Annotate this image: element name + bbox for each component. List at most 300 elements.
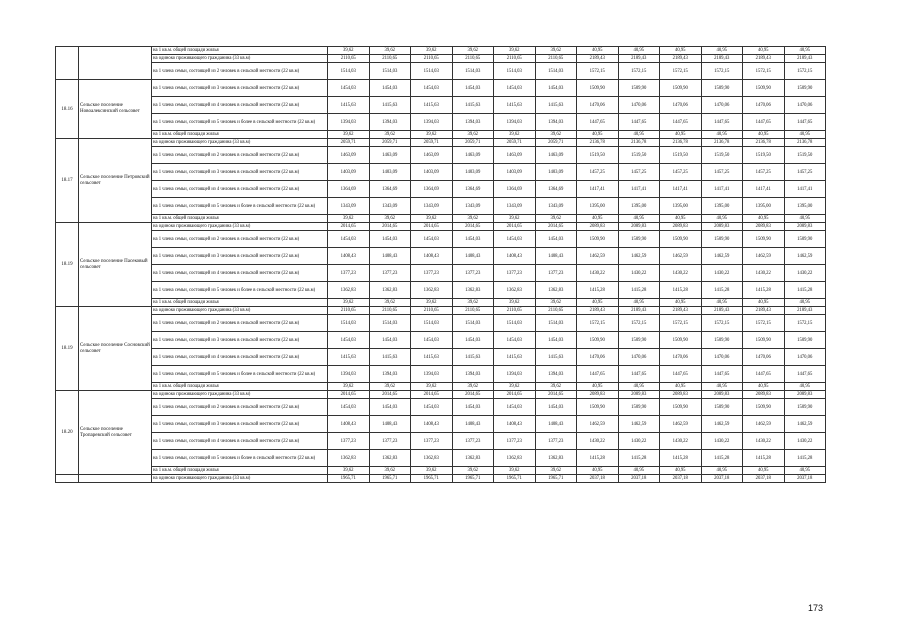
value-cell: 1470,06	[701, 349, 743, 366]
value-cell: 1415,63	[328, 97, 370, 114]
settlement-code: 18.16	[56, 80, 79, 139]
tariff-table-body	[56, 47, 826, 483]
value-cell: 1509,90	[784, 399, 826, 416]
value-cell: 1394,03	[328, 114, 370, 131]
value-cell: 1408,43	[328, 248, 370, 265]
value-cell: 1343,09	[411, 198, 453, 215]
value-cell: 2110,65	[494, 307, 536, 315]
value-cell: 2014,65	[369, 223, 411, 231]
empty-code-cell	[56, 475, 79, 483]
value-cell: 1377,23	[494, 433, 536, 450]
value-cell: 1417,41	[577, 181, 619, 198]
value-cell: 1509,90	[660, 80, 702, 97]
value-cell: 40,95	[784, 383, 826, 391]
value-cell: 2136,78	[701, 139, 743, 147]
value-cell: 1394,03	[452, 366, 494, 383]
value-cell: 39,62	[452, 47, 494, 55]
value-cell: 2136,78	[784, 139, 826, 147]
value-cell: 1509,90	[784, 80, 826, 97]
value-cell: 2059,71	[494, 139, 536, 147]
value-cell: 1362,83	[328, 450, 370, 467]
value-cell: 1403,09	[369, 164, 411, 181]
empty-code-cell	[56, 47, 79, 80]
value-cell: 39,62	[411, 131, 453, 139]
table-row	[56, 55, 826, 63]
value-cell: 1395,00	[577, 198, 619, 215]
value-cell: 1509,90	[743, 80, 785, 97]
table-row	[56, 475, 826, 483]
value-cell: 2110,65	[328, 55, 370, 63]
value-cell: 1462,59	[577, 248, 619, 265]
value-cell: 1463,09	[535, 147, 577, 164]
tariff-table	[55, 46, 826, 483]
value-cell: 1470,06	[618, 97, 660, 114]
value-cell: 1509,90	[618, 231, 660, 248]
value-cell: 39,62	[411, 467, 453, 475]
value-cell: 2037,18	[660, 475, 702, 483]
value-cell: 40,95	[743, 299, 785, 307]
value-cell: 1572,15	[743, 315, 785, 332]
row-description: на 1 члена семьи, состоящей из 3 человек в сельской местности (22 кв.м)	[152, 332, 328, 349]
row-description: на 1 члена семьи, состоящей из 4 человек в сельской местности (22 кв.м)	[152, 181, 328, 198]
value-cell: 39,62	[411, 299, 453, 307]
row-description: на 1 члена семьи, состоящей из 3 человек в сельской местности (22 кв.м)	[152, 248, 328, 265]
value-cell: 1447,65	[784, 366, 826, 383]
value-cell: 2089,83	[701, 391, 743, 399]
value-cell: 1457,25	[618, 164, 660, 181]
value-cell: 1509,90	[743, 399, 785, 416]
value-cell: 39,62	[452, 215, 494, 223]
row-description: на 1 члена семьи, состоящей из 4 человек в сельской местности (22 кв.м)	[152, 265, 328, 282]
value-cell: 1454,03	[494, 332, 536, 349]
value-cell: 1408,43	[369, 416, 411, 433]
value-cell: 2014,65	[535, 391, 577, 399]
value-cell: 1447,65	[743, 114, 785, 131]
value-cell: 1394,03	[328, 366, 370, 383]
value-cell: 2059,71	[535, 139, 577, 147]
value-cell: 2110,65	[452, 307, 494, 315]
value-cell: 2089,83	[577, 223, 619, 231]
table-row	[56, 282, 826, 299]
value-cell: 1415,28	[743, 282, 785, 299]
value-cell: 1377,23	[369, 433, 411, 450]
value-cell: 1377,23	[535, 433, 577, 450]
value-cell: 1415,28	[577, 282, 619, 299]
value-cell: 1430,22	[618, 433, 660, 450]
value-cell: 40,95	[660, 131, 702, 139]
value-cell: 1463,09	[494, 147, 536, 164]
value-cell: 40,95	[577, 299, 619, 307]
value-cell: 39,62	[452, 467, 494, 475]
value-cell: 1415,63	[411, 349, 453, 366]
value-cell: 1454,03	[452, 80, 494, 97]
table-row	[56, 47, 826, 55]
value-cell: 39,62	[328, 299, 370, 307]
value-cell: 1454,03	[452, 231, 494, 248]
value-cell: 1403,09	[494, 164, 536, 181]
value-cell: 1572,15	[743, 63, 785, 80]
value-cell: 1364,69	[328, 181, 370, 198]
value-cell: 2089,83	[618, 391, 660, 399]
value-cell: 1415,28	[660, 450, 702, 467]
value-cell: 2136,78	[743, 139, 785, 147]
value-cell: 1415,63	[452, 349, 494, 366]
value-cell: 1509,90	[577, 399, 619, 416]
row-description: на 1 члена семьи, состоящей из 5 человек и более в сельской местности (22 кв.м)	[152, 450, 328, 467]
value-cell: 1454,03	[452, 399, 494, 416]
value-cell: 1462,59	[660, 416, 702, 433]
value-cell: 1394,03	[535, 114, 577, 131]
value-cell: 1362,83	[452, 282, 494, 299]
value-cell: 1454,03	[535, 231, 577, 248]
row-description: на 1 члена семьи, состоящей из 3 человек в сельской местности (22 кв.м)	[152, 164, 328, 181]
value-cell: 39,62	[328, 383, 370, 391]
value-cell: 1447,65	[743, 366, 785, 383]
value-cell: 2014,65	[328, 223, 370, 231]
value-cell: 1454,03	[328, 231, 370, 248]
value-cell: 40,95	[577, 47, 619, 55]
value-cell: 1447,65	[618, 114, 660, 131]
value-cell: 2189,43	[660, 307, 702, 315]
value-cell: 1572,15	[701, 315, 743, 332]
value-cell: 1519,50	[618, 147, 660, 164]
value-cell: 1415,63	[535, 97, 577, 114]
value-cell: 2014,65	[452, 223, 494, 231]
value-cell: 1454,03	[535, 332, 577, 349]
value-cell: 40,95	[701, 467, 743, 475]
row-description: на одиноко проживающего гражданина (33 кв.м)	[152, 391, 328, 399]
value-cell: 1394,03	[494, 366, 536, 383]
row-description: на 1 кв.м. общей площади жилья	[152, 215, 328, 223]
value-cell: 1454,03	[328, 332, 370, 349]
value-cell: 1430,22	[743, 265, 785, 282]
value-cell: 2059,71	[411, 139, 453, 147]
value-cell: 2089,83	[701, 223, 743, 231]
value-cell: 1415,28	[784, 450, 826, 467]
value-cell: 1509,90	[660, 231, 702, 248]
value-cell: 2110,65	[494, 55, 536, 63]
value-cell: 1408,43	[535, 416, 577, 433]
value-cell: 1415,63	[494, 97, 536, 114]
value-cell: 39,62	[411, 215, 453, 223]
value-cell: 1514,03	[494, 63, 536, 80]
value-cell: 1509,90	[577, 332, 619, 349]
table-row	[56, 248, 826, 265]
table-row	[56, 391, 826, 399]
value-cell: 2189,43	[577, 307, 619, 315]
value-cell: 2110,65	[452, 55, 494, 63]
value-cell: 1408,43	[369, 248, 411, 265]
value-cell: 1415,28	[784, 282, 826, 299]
page-number: 173	[808, 603, 824, 613]
value-cell: 1394,03	[369, 366, 411, 383]
value-cell: 1430,22	[577, 265, 619, 282]
value-cell: 1470,06	[660, 349, 702, 366]
value-cell: 1415,63	[494, 349, 536, 366]
value-cell: 1447,65	[784, 114, 826, 131]
value-cell: 1572,15	[701, 63, 743, 80]
value-cell: 40,95	[577, 383, 619, 391]
value-cell: 1395,00	[618, 198, 660, 215]
value-cell: 40,95	[660, 47, 702, 55]
value-cell: 1430,22	[784, 433, 826, 450]
value-cell: 1457,25	[743, 164, 785, 181]
value-cell: 1462,59	[577, 416, 619, 433]
row-description: на 1 члена семьи, состоящей из 3 человек в сельской местности (22 кв.м)	[152, 416, 328, 433]
value-cell: 40,95	[784, 215, 826, 223]
value-cell: 2136,78	[577, 139, 619, 147]
value-cell: 1454,03	[494, 231, 536, 248]
value-cell: 2110,65	[369, 307, 411, 315]
value-cell: 40,95	[784, 299, 826, 307]
value-cell: 1430,22	[701, 433, 743, 450]
value-cell: 2014,65	[411, 391, 453, 399]
value-cell: 2189,43	[743, 307, 785, 315]
empty-name-cell	[79, 47, 152, 80]
value-cell: 1454,03	[411, 332, 453, 349]
value-cell: 1572,15	[660, 315, 702, 332]
value-cell: 1447,65	[701, 114, 743, 131]
value-cell: 1415,63	[328, 349, 370, 366]
value-cell: 2014,65	[328, 391, 370, 399]
value-cell: 2189,43	[660, 55, 702, 63]
value-cell: 39,62	[494, 215, 536, 223]
value-cell: 1394,03	[411, 366, 453, 383]
value-cell: 1415,28	[701, 282, 743, 299]
value-cell: 1343,09	[452, 198, 494, 215]
value-cell: 2089,83	[577, 391, 619, 399]
value-cell: 2059,71	[452, 139, 494, 147]
value-cell: 40,95	[743, 383, 785, 391]
table-row	[56, 433, 826, 450]
value-cell: 2189,43	[618, 55, 660, 63]
table-row	[56, 399, 826, 416]
value-cell: 1343,09	[328, 198, 370, 215]
value-cell: 1454,03	[494, 399, 536, 416]
value-cell: 40,95	[618, 383, 660, 391]
value-cell: 2110,65	[369, 55, 411, 63]
value-cell: 1415,28	[701, 450, 743, 467]
value-cell: 1447,65	[660, 114, 702, 131]
value-cell: 39,62	[328, 467, 370, 475]
value-cell: 39,62	[369, 47, 411, 55]
value-cell: 1462,59	[784, 248, 826, 265]
value-cell: 1965,71	[535, 475, 577, 483]
value-cell: 1457,25	[577, 164, 619, 181]
value-cell: 1447,65	[577, 366, 619, 383]
value-cell: 39,62	[535, 299, 577, 307]
table-row	[56, 315, 826, 332]
row-description: на 1 члена семьи, состоящей из 2 человек в сельской местности (22 кв.м)	[152, 63, 328, 80]
value-cell: 1462,59	[618, 248, 660, 265]
value-cell: 40,95	[701, 47, 743, 55]
value-cell: 40,95	[701, 299, 743, 307]
value-cell: 40,95	[743, 47, 785, 55]
value-cell: 1394,03	[369, 114, 411, 131]
value-cell: 1377,23	[535, 265, 577, 282]
value-cell: 1462,59	[743, 416, 785, 433]
value-cell: 1377,23	[494, 265, 536, 282]
table-row	[56, 383, 826, 391]
value-cell: 2037,18	[701, 475, 743, 483]
value-cell: 1394,03	[411, 114, 453, 131]
value-cell: 1362,83	[535, 282, 577, 299]
value-cell: 2014,65	[411, 223, 453, 231]
value-cell: 2014,65	[535, 223, 577, 231]
value-cell: 1408,43	[452, 416, 494, 433]
value-cell: 39,62	[535, 383, 577, 391]
value-cell: 1457,25	[660, 164, 702, 181]
value-cell: 1362,83	[411, 450, 453, 467]
table-row	[56, 265, 826, 282]
value-cell: 40,95	[743, 467, 785, 475]
value-cell: 1415,63	[535, 349, 577, 366]
value-cell: 2089,83	[784, 223, 826, 231]
value-cell: 1509,90	[784, 332, 826, 349]
value-cell: 40,95	[660, 383, 702, 391]
value-cell: 1509,90	[660, 399, 702, 416]
value-cell: 1377,23	[452, 433, 494, 450]
value-cell: 1463,09	[328, 147, 370, 164]
value-cell: 39,62	[328, 215, 370, 223]
value-cell: 40,95	[784, 47, 826, 55]
value-cell: 1509,90	[618, 80, 660, 97]
table-row	[56, 181, 826, 198]
table-row	[56, 366, 826, 383]
value-cell: 39,62	[494, 383, 536, 391]
value-cell: 1514,03	[411, 315, 453, 332]
value-cell: 2089,83	[660, 391, 702, 399]
table-row	[56, 164, 826, 181]
value-cell: 2110,65	[411, 55, 453, 63]
table-row	[56, 231, 826, 248]
table-row	[56, 139, 826, 147]
value-cell: 1362,83	[328, 282, 370, 299]
value-cell: 1343,09	[369, 198, 411, 215]
table-row	[56, 450, 826, 467]
value-cell: 1447,65	[701, 366, 743, 383]
value-cell: 1362,83	[494, 450, 536, 467]
value-cell: 1403,09	[328, 164, 370, 181]
value-cell: 1572,15	[784, 315, 826, 332]
value-cell: 1362,83	[369, 282, 411, 299]
value-cell: 1430,22	[743, 433, 785, 450]
value-cell: 1454,03	[328, 80, 370, 97]
value-cell: 1408,43	[411, 416, 453, 433]
value-cell: 40,95	[701, 383, 743, 391]
table-row	[56, 416, 826, 433]
row-description: на 1 члена семьи, состоящей из 5 человек и более в сельской местности (22 кв.м)	[152, 282, 328, 299]
value-cell: 39,62	[494, 131, 536, 139]
value-cell: 39,62	[328, 47, 370, 55]
value-cell: 1377,23	[328, 265, 370, 282]
value-cell: 1447,65	[660, 366, 702, 383]
value-cell: 39,62	[535, 467, 577, 475]
value-cell: 2059,71	[369, 139, 411, 147]
value-cell: 1514,03	[452, 315, 494, 332]
value-cell: 1364,69	[494, 181, 536, 198]
value-cell: 40,95	[743, 131, 785, 139]
table-row	[56, 467, 826, 475]
table-row	[56, 215, 826, 223]
value-cell: 1430,22	[660, 265, 702, 282]
value-cell: 1454,03	[411, 399, 453, 416]
value-cell: 1572,15	[577, 315, 619, 332]
value-cell: 1362,83	[494, 282, 536, 299]
value-cell: 1454,03	[328, 399, 370, 416]
value-cell: 1394,03	[494, 114, 536, 131]
value-cell: 2037,18	[784, 475, 826, 483]
value-cell: 40,95	[660, 215, 702, 223]
settlement-name: Сельское поселение Тропаревский сельсовет	[79, 391, 152, 475]
value-cell: 1394,03	[452, 114, 494, 131]
value-cell: 1519,50	[784, 147, 826, 164]
value-cell: 1457,25	[784, 164, 826, 181]
settlement-code: 18.19	[56, 307, 79, 391]
value-cell: 2189,43	[577, 55, 619, 63]
value-cell: 2014,65	[494, 391, 536, 399]
value-cell: 1364,69	[369, 181, 411, 198]
value-cell: 1377,23	[411, 433, 453, 450]
value-cell: 1395,00	[743, 198, 785, 215]
value-cell: 1965,71	[369, 475, 411, 483]
value-cell: 1362,83	[452, 450, 494, 467]
value-cell: 40,95	[618, 47, 660, 55]
value-cell: 1454,03	[452, 332, 494, 349]
row-description: на 1 члена семьи, состоящей из 4 человек в сельской местности (22 кв.м)	[152, 97, 328, 114]
value-cell: 2089,83	[784, 391, 826, 399]
value-cell: 1454,03	[535, 399, 577, 416]
value-cell: 1454,03	[494, 80, 536, 97]
table-row	[56, 223, 826, 231]
row-description: на 1 члена семьи, состоящей из 2 человек в сельской местности (22 кв.м)	[152, 231, 328, 248]
value-cell: 1454,03	[411, 80, 453, 97]
value-cell: 39,62	[328, 131, 370, 139]
value-cell: 1447,65	[577, 114, 619, 131]
value-cell: 1462,59	[701, 416, 743, 433]
row-description: на одиноко проживающего гражданина (33 кв.м)	[152, 307, 328, 315]
value-cell: 1519,50	[701, 147, 743, 164]
value-cell: 1462,59	[701, 248, 743, 265]
value-cell: 1509,90	[577, 80, 619, 97]
value-cell: 1430,22	[577, 433, 619, 450]
row-description: на 1 члена семьи, состоящей из 3 человек в сельской местности (22 кв.м)	[152, 80, 328, 97]
value-cell: 1454,03	[369, 332, 411, 349]
value-cell: 1519,50	[577, 147, 619, 164]
value-cell: 40,95	[701, 131, 743, 139]
value-cell: 1463,09	[452, 147, 494, 164]
row-description: на 1 кв.м. общей площади жилья	[152, 299, 328, 307]
value-cell: 1470,06	[701, 97, 743, 114]
value-cell: 1470,06	[577, 97, 619, 114]
value-cell: 1519,50	[743, 147, 785, 164]
table-row	[56, 147, 826, 164]
value-cell: 1408,43	[452, 248, 494, 265]
value-cell: 39,62	[411, 47, 453, 55]
value-cell: 1462,59	[660, 248, 702, 265]
value-cell: 2014,65	[494, 223, 536, 231]
settlement-name: Сельское поселение Пасековый сельсовет	[79, 223, 152, 307]
value-cell: 1572,15	[618, 315, 660, 332]
value-cell: 1415,28	[660, 282, 702, 299]
row-description: на 1 члена семьи, состоящей из 4 человек в сельской местности (22 кв.м)	[152, 349, 328, 366]
value-cell: 39,62	[494, 299, 536, 307]
value-cell: 1364,69	[535, 181, 577, 198]
value-cell: 1514,03	[411, 63, 453, 80]
value-cell: 1470,06	[743, 349, 785, 366]
value-cell: 1509,90	[660, 332, 702, 349]
value-cell: 1514,03	[452, 63, 494, 80]
